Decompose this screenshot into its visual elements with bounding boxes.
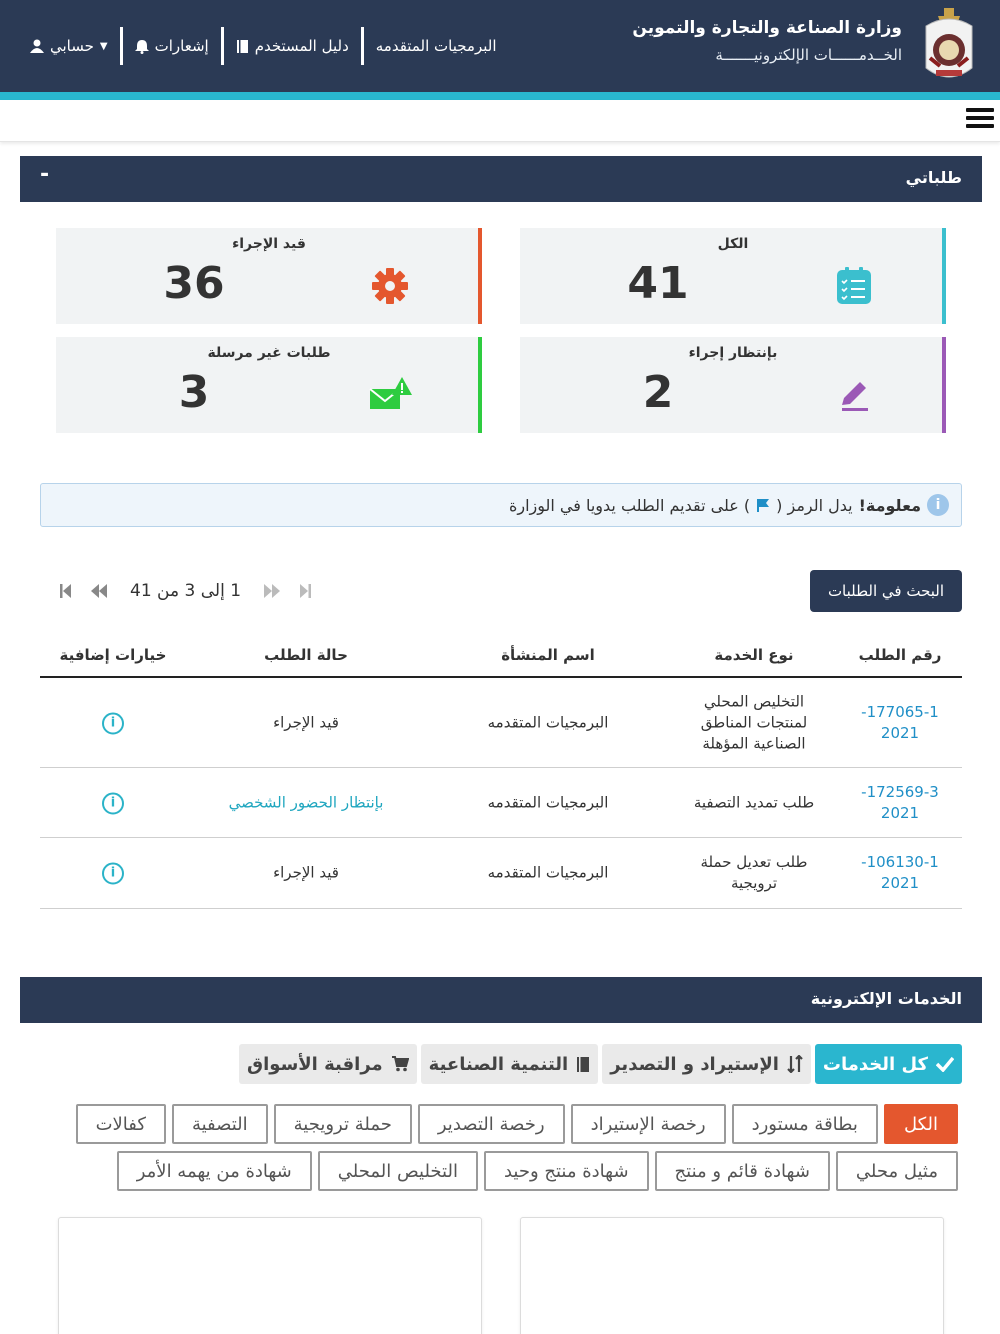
gear-icon <box>368 264 412 308</box>
pencil-icon <box>832 373 876 417</box>
details-info-icon[interactable]: i <box>102 792 124 814</box>
ministry-logo[interactable] <box>920 6 978 84</box>
collapse-button[interactable]: - <box>40 162 50 187</box>
header-accent-stripe <box>0 92 1000 100</box>
filter-import-license[interactable]: رخصة الإستيراد <box>571 1104 726 1144</box>
info-text-before: يدل الرمز ( <box>776 495 853 515</box>
my-requests-panel-header <box>20 156 982 202</box>
header-status[interactable]: حالة الطلب <box>264 646 348 664</box>
filter-importer-card[interactable]: بطاقة مستورد <box>732 1104 878 1144</box>
status-cell[interactable]: بإنتظار الحضور الشخصي <box>228 793 384 811</box>
stat-card-in-progress[interactable] <box>56 228 482 324</box>
notifications-link[interactable] <box>123 27 221 65</box>
menu-bar <box>0 100 1000 142</box>
company-label: البرمجيات المتقدمه <box>375 37 497 55</box>
service-type-line: طلب تعديل حملة <box>700 853 808 871</box>
first-page-icon[interactable] <box>58 583 72 599</box>
facility-name-cell: البرمجيات المتقدمه <box>487 713 609 731</box>
nav-divider <box>221 27 224 65</box>
options-cell <box>40 791 186 814</box>
service-type-line: لمنتجات المناطق <box>700 713 808 731</box>
tab-import-export[interactable] <box>602 1044 811 1084</box>
tab-label: كل الخدمات <box>822 1053 928 1075</box>
hamburger-menu-icon[interactable] <box>966 108 994 134</box>
filter-sole-producer-cert[interactable]: شهادة منتج وحيد <box>484 1151 649 1191</box>
facility-name-cell: البرمجيات المتقدمه <box>487 793 609 811</box>
service-type-cell <box>670 691 838 754</box>
request-number-part: 106130-1- <box>861 853 939 871</box>
stat-value: 41 <box>627 258 689 309</box>
account-label: حسابي <box>50 37 94 55</box>
request-number-link[interactable] <box>838 852 962 894</box>
filter-liquidation[interactable]: التصفية <box>172 1104 268 1144</box>
header-facility-name[interactable]: اسم المنشأة <box>501 646 595 664</box>
user-guide-label: دليل المستخدم <box>254 37 349 55</box>
book-icon <box>576 1056 590 1073</box>
details-info-icon[interactable]: i <box>102 863 124 885</box>
panel-title: طلباتي <box>905 168 962 187</box>
shopping-cart-icon <box>391 1056 409 1072</box>
stat-card-not-sent[interactable] <box>56 337 482 433</box>
bell-icon <box>135 39 149 54</box>
request-number-part: 2021 <box>880 723 920 742</box>
table-row <box>40 678 962 768</box>
filter-all[interactable]: الكل <box>884 1104 958 1144</box>
filter-existing-producer-cert[interactable]: شهادة قائم و منتج <box>655 1151 830 1191</box>
search-requests-button[interactable]: البحث في الطلبات <box>810 570 962 612</box>
flag-icon <box>756 498 770 512</box>
stat-label: الكل <box>717 236 749 252</box>
caret-down-icon: ▼ <box>99 40 108 52</box>
panel-title: الخدمات الإلكترونية <box>810 989 962 1008</box>
info-alert <box>40 483 962 527</box>
info-text-after: ) على تقديم الطلب يدويا في الوزارة <box>508 495 751 515</box>
top-header <box>0 0 1000 92</box>
stat-value: 2 <box>642 367 674 418</box>
service-card[interactable] <box>58 1217 482 1334</box>
stat-card-awaiting-action[interactable] <box>520 337 946 433</box>
header-service-type[interactable]: نوع الخدمة <box>714 646 794 664</box>
stat-value: 36 <box>163 258 225 309</box>
service-type-line: التخليص المحلي <box>703 692 805 710</box>
stat-value: 3 <box>178 367 210 418</box>
company-name-link[interactable] <box>364 27 509 65</box>
stat-label: طلبات غير مرسلة <box>207 345 331 361</box>
service-type-line: الصناعية المؤهلة <box>702 734 806 752</box>
table-row <box>40 838 962 909</box>
nav-divider <box>361 27 364 65</box>
tab-industrial-development[interactable] <box>421 1044 599 1084</box>
requests-table <box>40 636 962 909</box>
request-number-part: 172569-3- <box>861 782 939 801</box>
request-number-part: 2021 <box>880 803 920 822</box>
service-filter-row-1 <box>96 1104 958 1144</box>
tab-label: مراقبة الأسواق <box>247 1053 383 1075</box>
service-type-cell <box>670 852 838 894</box>
brand-block <box>632 18 902 64</box>
status-cell: قيد الإجراء <box>273 863 339 882</box>
sort-arrows-icon <box>787 1055 803 1073</box>
options-cell <box>40 862 186 885</box>
info-icon: i <box>927 494 949 516</box>
stat-label: بإنتظار إجراء <box>688 345 778 361</box>
envelope-warning-icon <box>368 373 412 417</box>
service-type-line: ترويجية <box>730 874 778 892</box>
request-number-link[interactable] <box>838 782 962 824</box>
header-request-no[interactable]: رقم الطلب <box>858 646 942 664</box>
last-page-icon[interactable] <box>299 583 313 599</box>
stat-card-all[interactable] <box>520 228 946 324</box>
info-strong: معلومة! <box>858 495 921 515</box>
tab-all-services[interactable] <box>815 1044 962 1084</box>
request-number-link[interactable] <box>838 702 962 744</box>
status-cell: قيد الإجراء <box>273 713 339 731</box>
filter-guarantees[interactable]: كفالات <box>76 1104 166 1144</box>
filter-promo-campaign[interactable]: حملة ترويجية <box>274 1104 412 1144</box>
pagination <box>58 576 313 606</box>
tab-label: الإستيراد و التصدير <box>610 1053 779 1075</box>
request-number-part: 177065-1- <box>861 702 939 721</box>
ministry-name: وزارة الصناعة والتجارة والتموين <box>632 18 902 38</box>
user-guide-link[interactable] <box>224 27 361 65</box>
service-type-line: طلب تمديد التصفية <box>693 793 815 811</box>
filter-local-equivalent[interactable]: مثيل محلي <box>836 1151 958 1191</box>
details-info-icon[interactable]: i <box>102 712 124 734</box>
top-nav <box>18 26 508 66</box>
eservices-subtitle: الخــدمــــــات الإلكترونيـــــــة <box>715 46 902 64</box>
next-page-icon[interactable] <box>263 583 281 599</box>
previous-page-icon[interactable] <box>90 583 108 599</box>
filter-export-license[interactable]: رخصة التصدير <box>418 1104 565 1144</box>
facility-name-cell: البرمجيات المتقدمه <box>487 863 609 882</box>
account-menu[interactable] <box>18 27 120 65</box>
service-filter-row-2 <box>96 1151 958 1191</box>
stat-label: قيد الإجراء <box>232 236 306 252</box>
table-row <box>40 768 962 838</box>
pagination-text: 1 إلى 3 من 41 <box>130 581 242 601</box>
book-icon <box>236 39 249 54</box>
notifications-label: إشعارات <box>154 37 209 55</box>
nav-divider <box>120 27 123 65</box>
services-category-tabs <box>247 1044 962 1084</box>
checklist-icon <box>832 264 876 308</box>
table-header <box>40 636 962 678</box>
user-icon <box>30 39 44 53</box>
header-options: خيارات إضافية <box>59 646 167 664</box>
request-number-part: 2021 <box>880 874 920 892</box>
tab-label: التنمية الصناعية <box>428 1053 569 1075</box>
filter-local-clearance[interactable]: التخليص المحلي <box>318 1151 478 1191</box>
eservices-panel-header <box>20 977 982 1023</box>
service-type-cell <box>670 792 838 813</box>
check-icon <box>936 1056 954 1072</box>
service-card[interactable] <box>520 1217 944 1334</box>
options-cell <box>40 711 186 734</box>
filter-to-whom-it-may-concern[interactable]: شهادة من يهمه الأمر <box>117 1151 312 1191</box>
tab-market-monitoring[interactable] <box>239 1044 417 1084</box>
